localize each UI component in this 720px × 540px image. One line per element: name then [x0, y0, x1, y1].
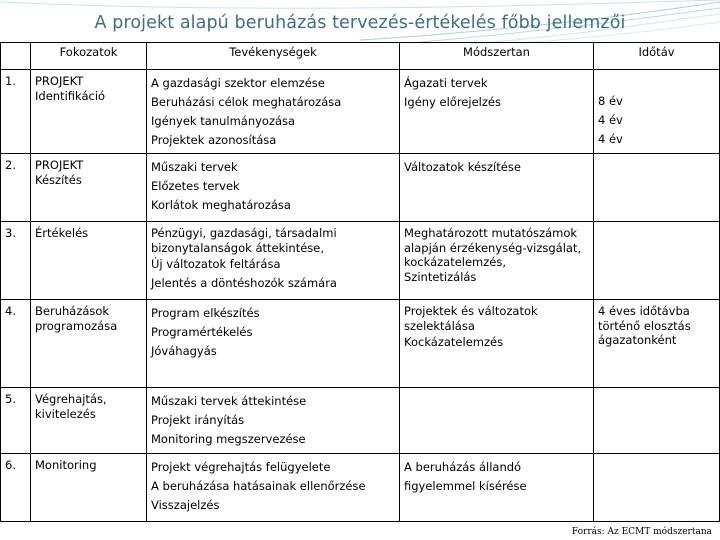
stage-text: PROJEKT	[35, 158, 84, 172]
method-text: Meghatározott mutatószámok	[404, 226, 578, 240]
method-cell	[400, 70, 594, 154]
activity-text: Műszaki tervek áttekintése	[151, 394, 307, 408]
method-text: figyelemmel kísérése	[404, 479, 527, 493]
method-text: A beruházás állandó	[404, 460, 522, 474]
time-text: 4 év	[598, 113, 623, 127]
method-cell	[400, 388, 594, 454]
page-title: A projekt alapú beruházás tervezés-értékelés főbb jellemzői	[94, 13, 626, 33]
stage-text: Végrehajtás,	[35, 392, 107, 406]
activities-cell	[147, 222, 400, 300]
method-text: Változatok készítése	[404, 160, 521, 174]
row-number: 6.	[1, 454, 31, 522]
method-text: Kockázatelemzés	[404, 335, 504, 349]
time-text: történő elosztás	[598, 318, 691, 333]
stage-text: Monitoring	[35, 458, 97, 472]
time-text: 4 éves időtávba	[598, 304, 690, 318]
stage-cell	[31, 70, 147, 154]
activity-text: Műszaki tervek	[151, 160, 238, 174]
method-cell	[400, 222, 594, 300]
row-number: 2.	[1, 154, 31, 222]
table-row	[1, 154, 720, 222]
activity-text: Projektek azonosítása	[151, 133, 277, 147]
stage-cell	[31, 222, 147, 300]
activity-text: Igények tanulmányozása	[151, 114, 296, 128]
activity-text: Monitoring megszervezése	[151, 432, 306, 446]
activities-cell	[147, 454, 400, 522]
method-cell	[400, 154, 594, 222]
method-text: Projektek és változatok	[404, 304, 538, 318]
stage-text: PROJEKT	[35, 74, 84, 88]
method-text: alapján érzékenység-vizsgálat,	[404, 240, 582, 255]
method-text: Ágazati tervek	[404, 76, 488, 90]
activity-text: A beruházása hatásainak ellenőrzése	[151, 479, 366, 493]
row-number: 3.	[1, 222, 31, 300]
time-text: ágazatonként	[598, 333, 677, 347]
activities-cell	[147, 300, 400, 388]
time-cell	[594, 222, 720, 300]
activity-text: Új változatok feltárása	[151, 257, 281, 271]
activities-cell	[147, 388, 400, 454]
time-cell	[594, 454, 720, 522]
time-cell	[594, 70, 720, 154]
time-cell	[594, 388, 720, 454]
header-number	[1, 43, 31, 70]
table-row	[1, 222, 720, 300]
activity-text: Korlátok meghatározása	[151, 198, 291, 212]
time-cell	[594, 300, 720, 388]
activity-text: Projekt irányítás	[151, 413, 245, 427]
activity-text: Projekt végrehajtás felügyelete	[151, 460, 331, 474]
header-activities: Tevékenységek	[147, 43, 400, 70]
table-row	[1, 70, 720, 154]
stage-cell	[31, 454, 147, 522]
method-cell	[400, 300, 594, 388]
activity-text: Beruházási célok meghatározása	[151, 95, 342, 109]
stage-text: kivitelezés	[35, 406, 96, 421]
table-row	[1, 388, 720, 454]
time-text: 4 év	[598, 132, 623, 146]
method-text: Igény előrejelzés	[404, 95, 501, 109]
source-note: Forrás: Az ECMT módszertana	[571, 527, 712, 537]
activity-text: bizonytalanságok áttekintése,	[151, 240, 325, 255]
stage-text: Értékelés	[35, 226, 89, 240]
method-text: kockázatelemzés,	[404, 255, 507, 269]
row-number: 1.	[1, 70, 31, 154]
row-number: 5.	[1, 388, 31, 454]
method-text: Szintetizálás	[404, 269, 477, 284]
table-row	[1, 300, 720, 388]
activity-text: Programértékelés	[151, 325, 253, 339]
time-cell	[594, 154, 720, 222]
activity-text: Jelentés a döntéshozók számára	[151, 276, 337, 290]
activity-text: Program elkészítés	[151, 306, 260, 320]
table-row	[1, 454, 720, 522]
header-stages: Fokozatok	[31, 43, 147, 70]
stage-text: programozása	[35, 318, 118, 333]
stage-cell	[31, 388, 147, 454]
method-cell	[400, 454, 594, 522]
header-row	[1, 43, 720, 70]
method-text: szelektálása	[404, 318, 475, 333]
stage-cell	[31, 154, 147, 222]
stage-text: Beruházások	[35, 304, 110, 318]
row-number: 4.	[1, 300, 31, 388]
activity-text: Előzetes tervek	[151, 179, 240, 193]
activity-text: A gazdasági szektor elemzése	[151, 76, 325, 90]
activity-text: Jóváhagyás	[151, 344, 217, 358]
activity-text: Pénzügyi, gazdasági, társadalmi	[151, 226, 337, 240]
stage-text: Identifikáció	[35, 88, 106, 103]
time-text: 8 év	[598, 94, 623, 108]
activities-cell	[147, 154, 400, 222]
methodology-table	[0, 42, 720, 522]
header-methodology: Módszertan	[400, 43, 594, 70]
header-timeframe: Időtáv	[594, 43, 720, 70]
stage-text: Készítés	[35, 172, 82, 187]
activity-text: Visszajelzés	[151, 498, 220, 512]
stage-cell	[31, 300, 147, 388]
activities-cell	[147, 70, 400, 154]
